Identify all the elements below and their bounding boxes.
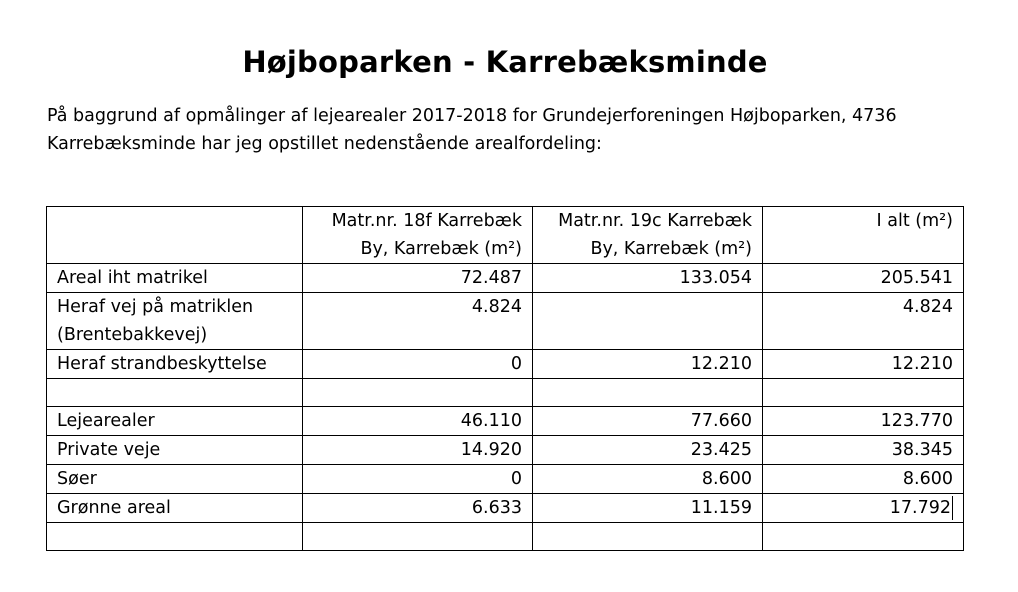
cell-18f <box>303 523 533 551</box>
intro-line-2: Karrebæksminde har jeg opstillet nedenstående arealfordeling: <box>47 134 602 154</box>
header-cell-total <box>763 207 964 264</box>
row-label <box>47 523 303 551</box>
table-row <box>47 407 964 436</box>
row-label <box>47 293 303 350</box>
cell-19c: 23.425 <box>533 436 763 465</box>
cell-total <box>763 379 964 407</box>
header-cell-18f <box>303 207 533 264</box>
cell-18f <box>303 379 533 407</box>
table-row <box>47 494 964 523</box>
cell-total: 123.770 <box>763 407 964 436</box>
intro-paragraph <box>47 102 947 158</box>
header-18f-line-2: By, Karrebæk (m²) <box>360 239 522 259</box>
header-total-line-1: I alt (m²) <box>876 211 953 231</box>
table-row <box>47 350 964 379</box>
cell-total-with-cursor[interactable] <box>763 494 964 523</box>
cell-total: 38.345 <box>763 436 964 465</box>
cell-18f: 4.824 <box>303 293 533 350</box>
table-row <box>47 264 964 293</box>
header-cell-label <box>47 207 303 264</box>
header-cell-19c <box>533 207 763 264</box>
cell-19c <box>533 379 763 407</box>
row-label: Lejearealer <box>47 407 303 436</box>
text-cursor <box>952 496 953 520</box>
cell-19c: 77.660 <box>533 407 763 436</box>
document-title: Højboparken - Karrebæksminde <box>242 45 768 79</box>
cell-18f: 0 <box>303 350 533 379</box>
cell-18f: 72.487 <box>303 264 533 293</box>
row-label: Areal iht matrikel <box>47 264 303 293</box>
row-label-line-1: Heraf vej på matriklen <box>57 297 254 317</box>
header-18f-line-1: Matr.nr. 18f Karrebæk <box>331 211 522 231</box>
table-row <box>47 293 964 350</box>
table-row-empty <box>47 379 964 407</box>
cell-18f: 14.920 <box>303 436 533 465</box>
cell-total: 4.824 <box>763 293 964 350</box>
cell-19c: 11.159 <box>533 494 763 523</box>
header-19c-line-2: By, Karrebæk (m²) <box>590 239 752 259</box>
row-label: Søer <box>47 465 303 494</box>
cell-18f: 6.633 <box>303 494 533 523</box>
row-label: Heraf strandbeskyttelse <box>47 350 303 379</box>
row-label-line-2: (Brentebakkevej) <box>57 325 208 345</box>
table-header-row <box>47 207 964 264</box>
cell-19c: 12.210 <box>533 350 763 379</box>
table-row <box>47 436 964 465</box>
cell-total-value: 17.792 <box>889 498 951 518</box>
cell-19c: 133.054 <box>533 264 763 293</box>
cell-19c: 8.600 <box>533 465 763 494</box>
row-label: Private veje <box>47 436 303 465</box>
cell-total: 12.210 <box>763 350 964 379</box>
area-distribution-table <box>46 206 964 551</box>
intro-line-1: På baggrund af opmålinger af lejearealer 2017-2018 for Grundejerforeningen Højboparken, 4736 <box>47 106 897 126</box>
table-row-empty <box>47 523 964 551</box>
cell-19c <box>533 293 763 350</box>
cell-19c <box>533 523 763 551</box>
cell-18f: 46.110 <box>303 407 533 436</box>
cell-total: 8.600 <box>763 465 964 494</box>
cell-18f: 0 <box>303 465 533 494</box>
cell-total: 205.541 <box>763 264 964 293</box>
row-label <box>47 379 303 407</box>
row-label: Grønne areal <box>47 494 303 523</box>
header-19c-line-1: Matr.nr. 19c Karrebæk <box>558 211 752 231</box>
table-row <box>47 465 964 494</box>
cell-total <box>763 523 964 551</box>
